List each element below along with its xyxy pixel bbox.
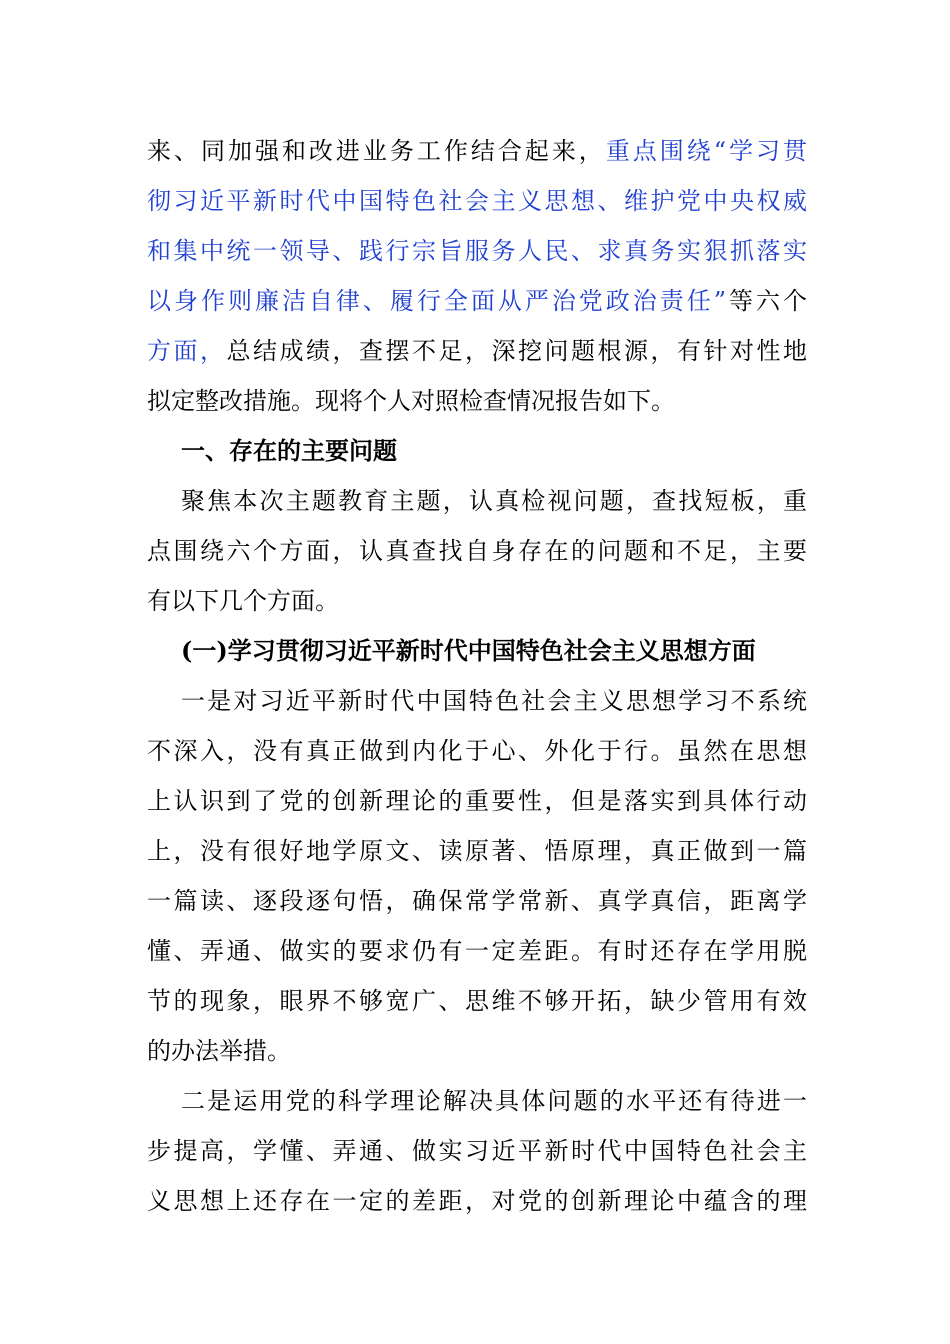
text-line: [147, 126, 807, 176]
text-line: 的办法举措。: [147, 1037, 291, 1065]
text-line: 节的现象，眼界不够宽广、思维不够开拓，缺少管用有效: [147, 987, 807, 1015]
text-line: 义思想上还存在一定的差距，对党的创新理论中蕴含的理: [147, 1187, 807, 1215]
paragraph-first-line: 二是运用党的科学理论解决具体问题的水平还有待进一: [181, 1087, 807, 1115]
text-line: 点围绕六个方面，认真查找自身存在的问题和不足，主要: [147, 537, 807, 565]
highlighted-text-line: 和集中统一领导、践行宗旨服务人民、求真务实狠抓落实: [147, 237, 807, 265]
text-line: 懂、弄通、做实的要求仍有一定差距。有时还存在学用脱: [147, 937, 807, 965]
text-line: 拟定整改措施。现将个人对照检查情况报告如下。: [147, 387, 675, 415]
text-line: [147, 276, 807, 326]
text-line: [147, 326, 807, 376]
text-line: 步提高，学懂、弄通、做实习近平新时代中国特色社会主: [147, 1137, 807, 1165]
text-span: 来、同加强和改进业务工作结合起来，: [147, 137, 606, 165]
highlighted-text-span: 以身作则廉洁自律、履行全面从严治党政治责任”: [147, 287, 727, 315]
highlighted-text-span: 重点围绕“学习贯: [605, 137, 807, 165]
text-line: 有以下几个方面。: [147, 587, 339, 615]
text-line: 上认识到了党的创新理论的重要性，但是落实到具体行动: [147, 787, 807, 815]
text-line: 不深入，没有真正做到内化于心、外化于行。虽然在思想: [147, 737, 807, 765]
paragraph-first-line: 聚焦本次主题教育主题，认真检视问题，查找短板，重: [181, 487, 807, 515]
text-span: 总结成绩，查摆不足，深挖问题根源，有针对性地: [226, 337, 807, 365]
paragraph-first-line: 一是对习近平新时代中国特色社会主义思想学习不系统: [181, 687, 807, 715]
highlighted-text-span: 方面，: [147, 337, 227, 365]
section-heading: 一、存在的主要问题: [181, 436, 397, 465]
text-span: 等六个: [726, 287, 807, 315]
text-line: 上，没有很好地学原文、读原著、悟原理，真正做到一篇: [147, 837, 807, 865]
subsection-heading: (一)学习贯彻习近平新时代中国特色社会主义思想方面: [181, 636, 756, 665]
text-line: 一篇读、逐段逐句悟，确保常学常新、真学真信，距离学: [147, 887, 807, 915]
highlighted-text-line: 彻习近平新时代中国特色社会主义思想、维护党中央权威: [147, 187, 807, 215]
